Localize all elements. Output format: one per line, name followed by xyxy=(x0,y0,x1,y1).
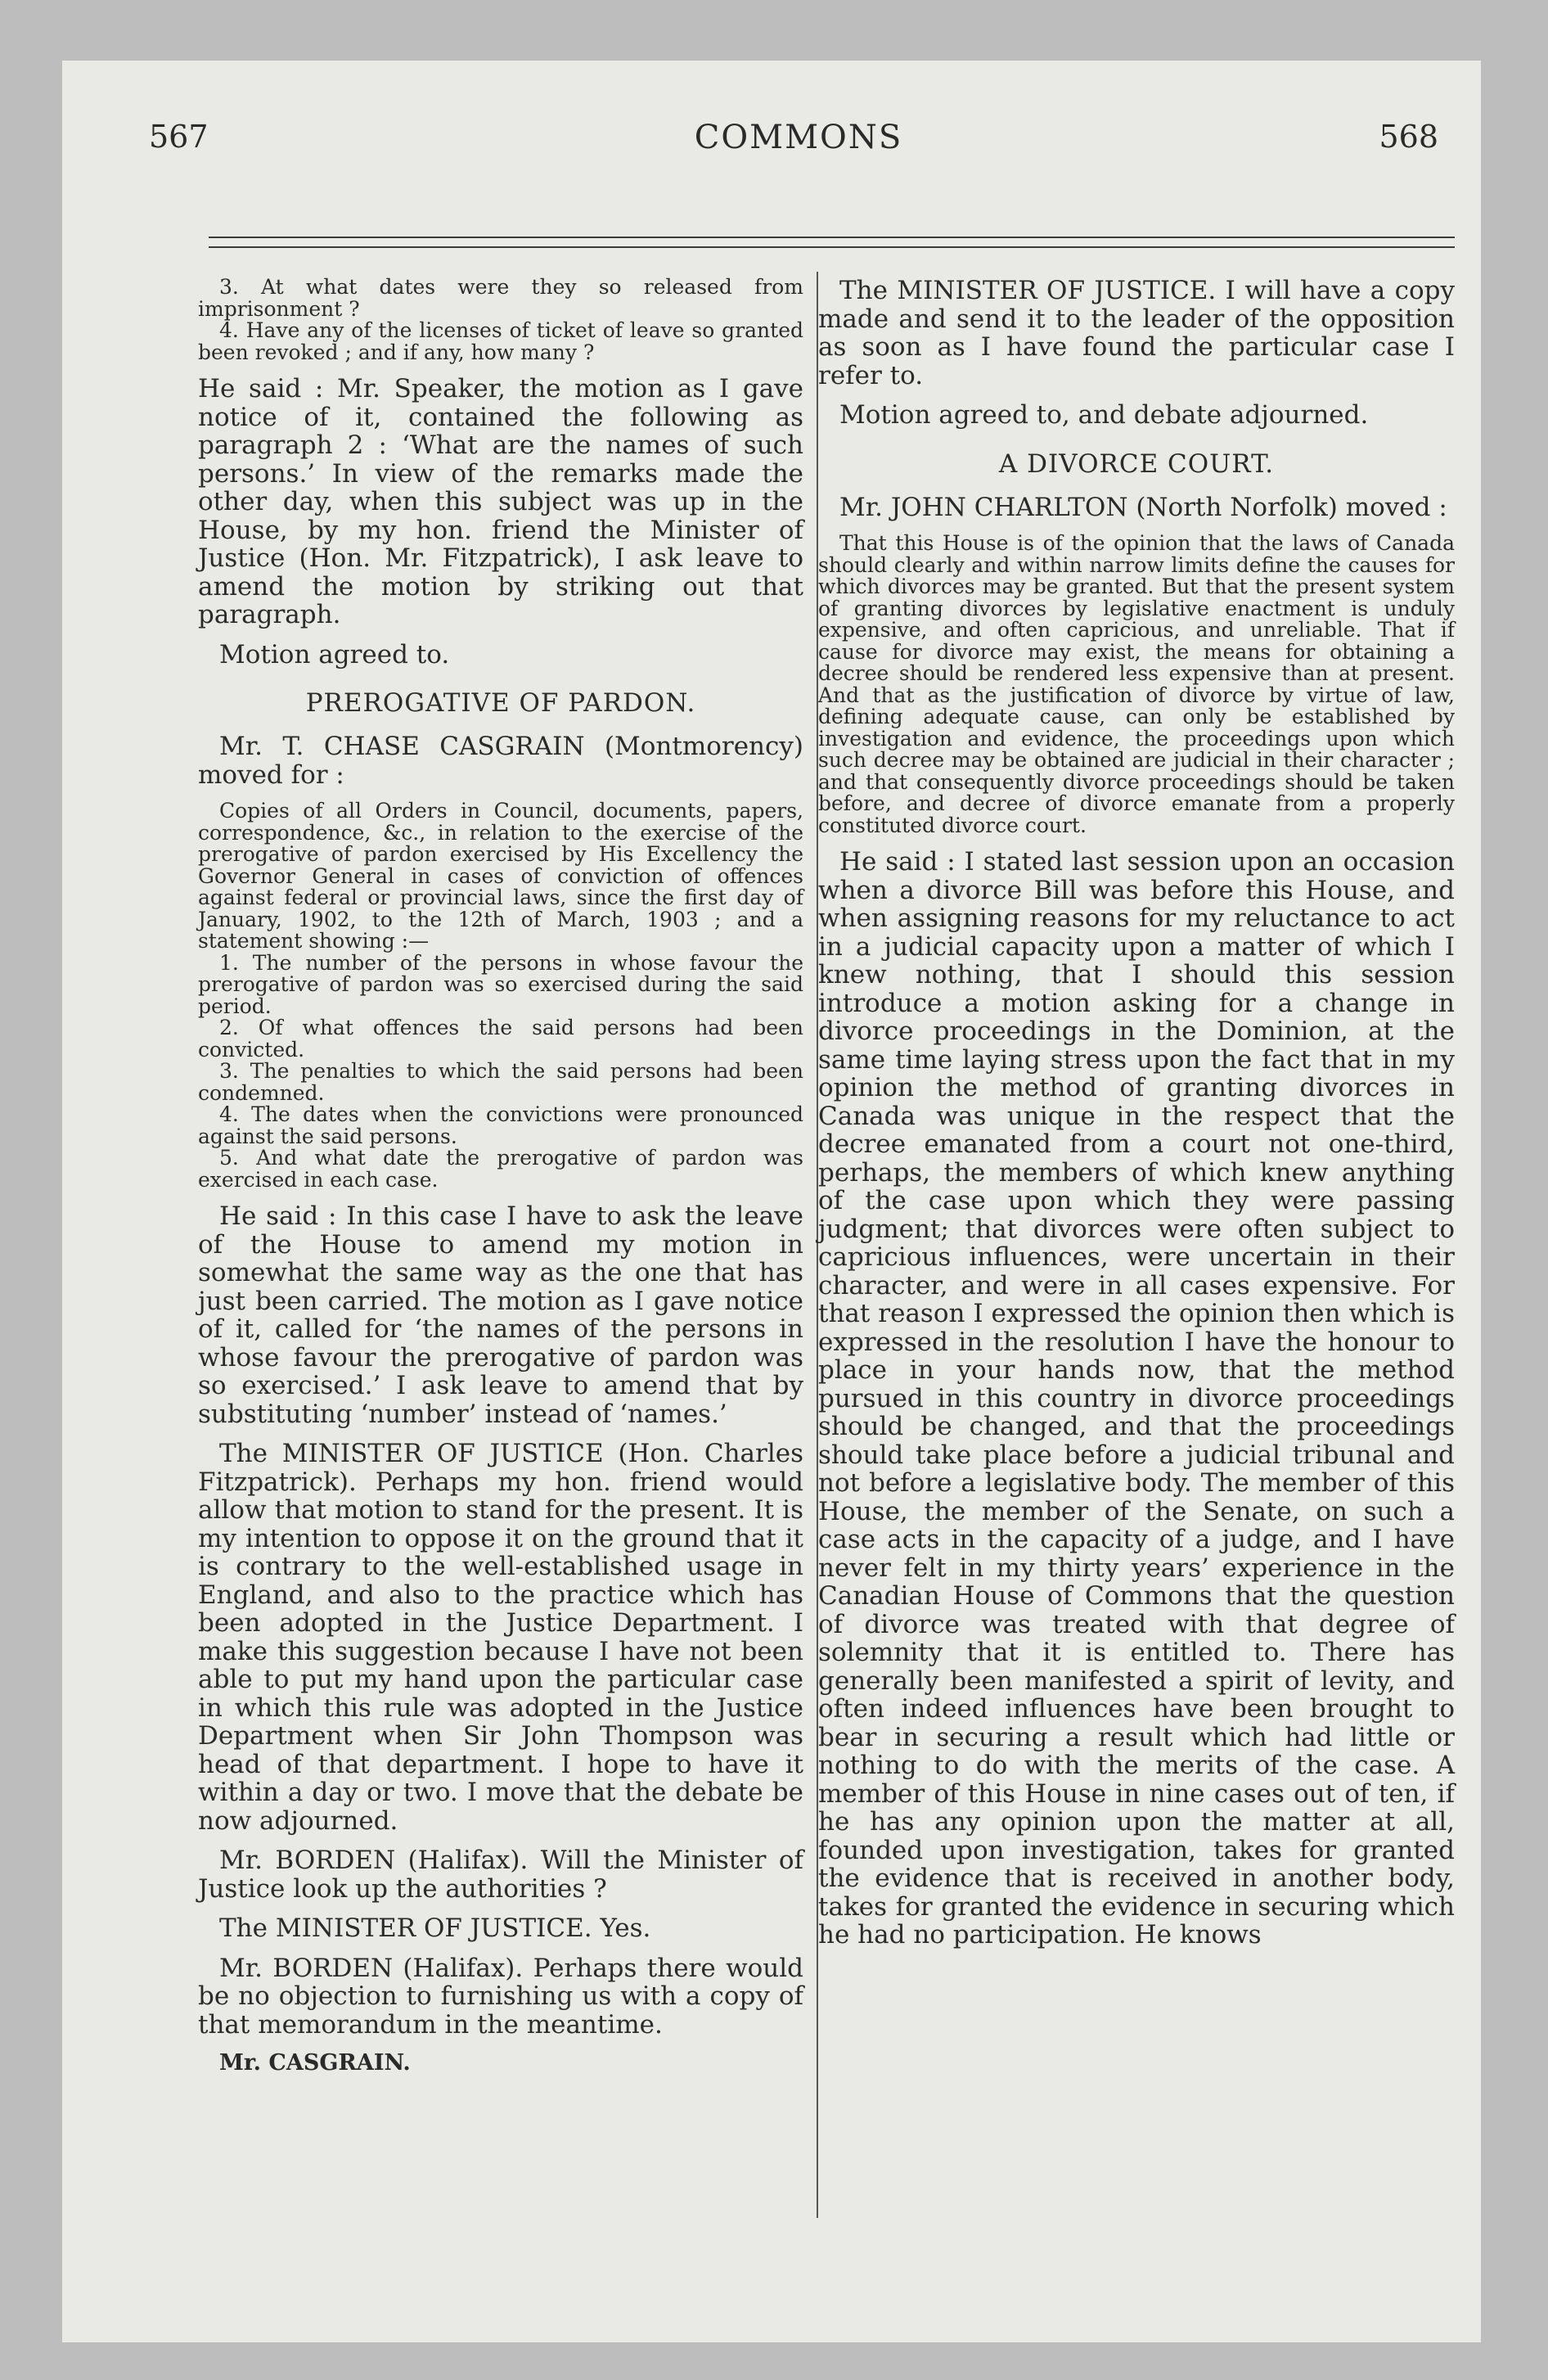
section-heading: PREROGATIVE OF PARDON. xyxy=(305,688,696,718)
speech-paragraph: Mr. T. CHASE CASGRAIN (Montmorency) moved for : xyxy=(198,732,803,790)
section-heading: A DIVORCE COURT. xyxy=(998,449,1275,479)
motion-item: 1. The number of the persons in whose favour the prerogative of pardon was so exercised during the said period. xyxy=(198,950,803,1018)
speech-paragraph: The MINISTER OF JUSTICE (Hon. Charles Fitzpatrick). Perhaps my hon. friend would allow that motion to stand for the present. It is my intention to oppose it on the ground that it is contrary to the well-established usage in England, and also to the practice which has been adopted in the Justice Department. I make this suggestion because I have not been able to put my hand upon the particular case in which this rule was adopted in the Justice Department when Sir John Thompson was head of that department. I hope to have it within a day or two. I move that the debate be now adjourned. xyxy=(198,1439,803,1836)
speech-paragraph: He said : Mr. Speaker, the motion as I gave notice of it, contained the following as paragraph 2 : ‘What are the names of such persons.’ In view of the remarks made the other day, when this subject was up in the House, by my hon. friend the Minister of Justice (Hon. Mr. Fitzpatrick), I ask leave to amend the motion by striking out that paragraph. xyxy=(198,374,803,629)
page-number-right: 568 xyxy=(1379,119,1438,155)
page-number-left: 567 xyxy=(149,119,209,155)
motion-item: 3. The penalties to which the said persons had been condemned. xyxy=(198,1059,803,1105)
motion-text: That this House is of the opinion that the laws of Canada should clearly and within narrow limits define the causes for which divorces may be granted. But that the present system of granting divorces by legislative enactment is unduly expensive, and often capricious, and unreliable. That if cause for divorce may exist, the means for obtaining a decree should be rendered less expensive than at present. And that as the justification of divorce by virtue of law, defining adequate cause, can only be established by investigation and evidence, the proceedings upon which such decree may be obtained are judicial in their character ; and that consequently divorce proceedings should be taken before, and decree of divorce emanate from a properly constituted divorce court. xyxy=(818,531,1455,837)
speech-paragraph: He said : In this case I have to ask the leave of the House to amend my motion in somewhat the same way as the one that has just been carried. The motion as I gave notice of it, called for ‘the names of the persons in whose favour the prerogative of pardon was so exercised.’ I ask leave to amend that by substituting ‘number’ instead of ‘names.’ xyxy=(198,1201,803,1429)
page-header xyxy=(149,119,1448,176)
speech-paragraph: The MINISTER OF JUSTICE. Yes. xyxy=(219,1913,651,1943)
question-3: 3. At what dates were they so released from imprisonment ? xyxy=(198,275,803,321)
running-head: COMMONS xyxy=(694,119,903,156)
speech-paragraph: Mr. BORDEN (Halifax). Will the Minister of Justice look up the authorities ? xyxy=(198,1846,803,1904)
speech-paragraph: Motion agreed to. xyxy=(219,639,450,669)
speech-paragraph: He said : I stated last session upon an occasion when a divorce Bill was before this House, and when assigning reasons for my reluctance to act in a judicial capacity upon a matter of which I knew nothing, that I should this session introduce a motion asking for a change in divorce proceedings in the Dominion, at the same time laying stress upon the fact that in my opinion the method of granting divorces in Canada was unique in the respect that the decree emanated from a court not one-third, perhaps, the members of which knew anything of the case upon which they were passing judgment; that divorces were often subject to capricious influences, were uncertain in their character, and were in all cases expensive. For that reason I expressed the opinion then which is expressed in the resolution I have the honour to place in your hands now, that the method pursued in this country in divorce proceedings should be changed, and that the proceedings should take place before a judicial tribunal and not before a legislative body. The member of this House, the member of the Senate, on such a case acts in the capacity of a judge, and I have never felt in my thirty years’ experience in the Canadian House of Commons that the question of divorce was treated with that degree of solemnity that it is entitled to. There has generally been manifested a spirit of levity, and often indeed influences have been brought to bear in securing a result which had little or nothing to do with the merits of the case. A member of this House in nine cases out of ten, if he has any opinion upon the matter at all, founded upon investigation, takes for granted the evidence that is received in another body, takes for granted the evidence in securing which he had no participation. He knows xyxy=(818,847,1455,1950)
speech-paragraph: Mr. BORDEN (Halifax). Perhaps there would be no objection to furnishing us with a copy of that memorandum in the meantime. xyxy=(198,1953,803,2040)
motion-item: 4. The dates when the convictions were pronounced against the said persons. xyxy=(198,1102,803,1148)
motion-item: 2. Of what offences the said persons had been convicted. xyxy=(198,1016,803,1062)
question-4: 4. Have any of the licenses of ticket of leave so granted been revoked ; and if any, how many ? xyxy=(198,318,803,364)
left-column xyxy=(198,277,803,2076)
speech-paragraph: The MINISTER OF JUSTICE. I will have a copy made and send it to the leader of the opposition as soon as I have found the particular case I refer to. xyxy=(818,276,1455,390)
header-rule xyxy=(209,237,1455,238)
speech-paragraph: Mr. JOHN CHARLTON (North Norfolk) moved : xyxy=(839,492,1447,522)
motion-item: 5. And what date the prerogative of pardon was exercised in each case. xyxy=(198,1146,803,1192)
speech-paragraph: Motion agreed to, and debate adjourned. xyxy=(839,400,1369,430)
right-column xyxy=(818,277,1455,1950)
header-rule xyxy=(209,246,1455,248)
motion-text: Copies of all Orders in Council, documents, papers, correspondence, &c., in relation to the exercise of the prerogative of pardon exercised by His Excellency the Governor General in cases of conviction of offences against federal or provincial laws, since the first day of January, 1902, to the 12th of March, 1903 ; and a statement showing :— xyxy=(198,799,803,953)
speaker-name: Mr. CASGRAIN. xyxy=(219,2050,411,2076)
